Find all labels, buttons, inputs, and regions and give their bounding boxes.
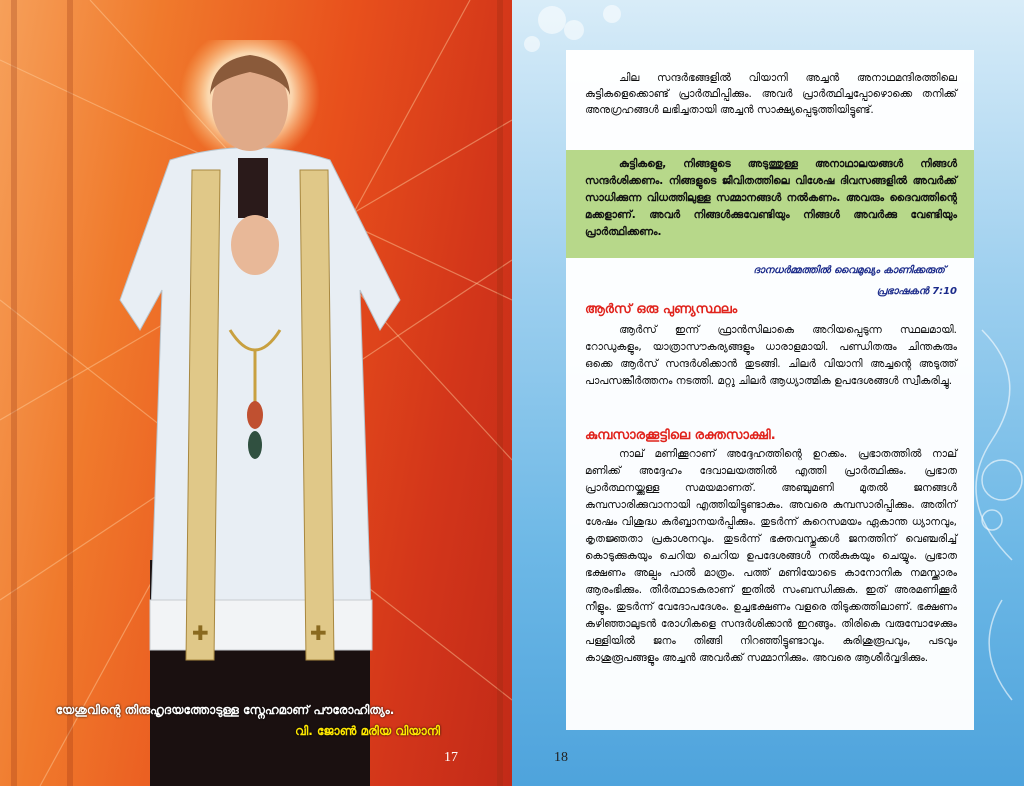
page-number-left: 17	[444, 750, 458, 765]
highlight-paragraph: കുട്ടികളെ, നിങ്ങളുടെ അടുത്തുള്ള അനാഥാലയങ്ങൾ നിങ്ങൾ സന്ദർശിക്കണം. നിങ്ങളുടെ ജീവിതത്തിലെ വിശേഷ ദിവസങ്ങളിൽ അവർക്ക് സാധിക്കുന്ന വിധത്തിലുള്ള സമ്മാനങ്ങൾ നൽകണം. അവരും ദൈവത്തിന്റെ മക്കളാണ്. അവർ നിങ്ങൾക്കുവേണ്ടിയും നിങ്ങൾ അവർക്കു വേണ്ടിയും പ്രാർത്ഥിക്കണം.	[585, 158, 957, 238]
section2-text: നാല് മണിക്കൂറാണ് അദ്ദേഹത്തിന്റെ ഉറക്കം. പ്രഭാതത്തിൽ നാല് മണിക്ക് അദ്ദേഹം ദേവാലയത്തിൽ എത്തി പ്രാർത്ഥിക്കും. പ്രഭാത പ്രാർത്ഥനയ്ക്കുള്ള സമയമാണത്. അഞ്ചുമണി മുതൽ ജനങ്ങൾ കുമ്പസാരിക്കുവാനായി എത്തിയിട്ടുണ്ടാകും. അവരെ കുമ്പസാരിപ്പിക്കും. അതിന് ശേഷം വിശുദ്ധ കുർബ്ബാനയർപ്പിക്കും. തുടർന്ന് കുറെസമയം ഏകാന്ത ധ്യാനവും, കൃതജ്ഞതാ പ്രകാശനവും. തുടർന്ന് ഭക്തവസ്തുക്കൾ ജനത്തിന് വെഞ്ചരിച്ച് കൊടുക്കുകയും ചെറിയ ചെറിയ ഉപദേശങ്ങൾ നൽകുകയും ചെയ്യും. പ്രഭാത ഭക്ഷണം അല്പം പാൽ മാത്രം. പത്ത് മണിയോടെ കാനോനിക നമസ്ക്കാരം ആരംഭിക്കും. തീർത്ഥാടകരാണ് ഇതിൽ സംബന്ധിക്കുക. ഇത് അരമണിക്കൂർ നീളും. തുടർന്ന് വേദോപദേശം. ഉച്ചഭക്ഷണം വളരെ തിടുക്കത്തിലാണ്. ഭക്ഷണം കഴിഞ്ഞാലുടൻ രോഗികളെ സന്ദർശിക്കാൻ ഇറങ്ങും. തിരികെ വരുമ്പോഴേക്കും പള്ളിയിൽ ജനം തിങ്ങി നിറഞ്ഞിട്ടുണ്ടാവും. കുരിശുരൂപവും, പടവും കാശുരൂപങ്ങളും അച്ചൻ അവർക്ക് സമ്മാനിക്കും. അവരെ ആശീർവ്വദിക്കും.	[585, 448, 957, 664]
svg-text:✚: ✚	[192, 621, 209, 645]
verse-reference: പ്രഭാഷകൻ 7:10	[876, 286, 957, 297]
intro-paragraph: ചില സന്ദർഭങ്ങളിൽ വിയാനി അച്ചൻ അനാഥമന്ദിരത്തിലെ കുട്ടികളെക്കൊണ്ട് പ്രാർത്ഥിപ്പിക്കും. അവർ പ്രാർത്ഥിച്ചപ്പോഴൊക്കെ തനിക്ക് അനുഗ്രഹങ്ങൾ ലഭിച്ചതായി അച്ചൻ സാക്ഷ്യപ്പെടുത്തിയിട്ടുണ്ട്.	[585, 72, 957, 116]
caption-quote: യേശുവിന്റെ തിരുഹൃദയത്തോടുള്ള സ്നേഹമാണ് പൗരോഹിത്യം.	[55, 703, 395, 717]
caption-author: വി. ജോൺ മരിയ വിയാനി	[295, 724, 440, 738]
intro-block	[585, 70, 957, 118]
section1-text: ആർസ് ഇന്ന് ഫ്രാൻസിലാകെ അറിയപ്പെടുന്ന സ്ഥലമായി. റോഡുകളും, യാത്രാസൗകര്യങ്ങളും ധാരാളമായി. പണ്ഡിതരും ചിന്തകരും ഒക്കെ ആർസ് സന്ദർശിക്കാൻ തുടങ്ങി. ചിലർ വിയാനി അച്ചന്റെ അടുത്ത് പാപസങ്കീർത്തനം നടത്തി. മറ്റു ചിലർ ആധ്യാത്മിക ഉപദേശങ്ങൾ സ്വീകരിച്ചു.	[585, 324, 957, 387]
page-number-right: 18	[554, 750, 568, 765]
statue-image	[110, 40, 410, 786]
bible-verse: ദാനധർമ്മത്തിൽ വൈമുഖ്യം കാണിക്കരുത്	[753, 265, 945, 276]
section1-heading: ആർസ് ഒരു പുണ്യസ്ഥലം	[585, 302, 738, 317]
svg-text:✚: ✚	[310, 621, 327, 645]
section2-heading: കുമ്പസാരക്കൂട്ടിലെ രക്തസാക്ഷി.	[585, 428, 776, 443]
